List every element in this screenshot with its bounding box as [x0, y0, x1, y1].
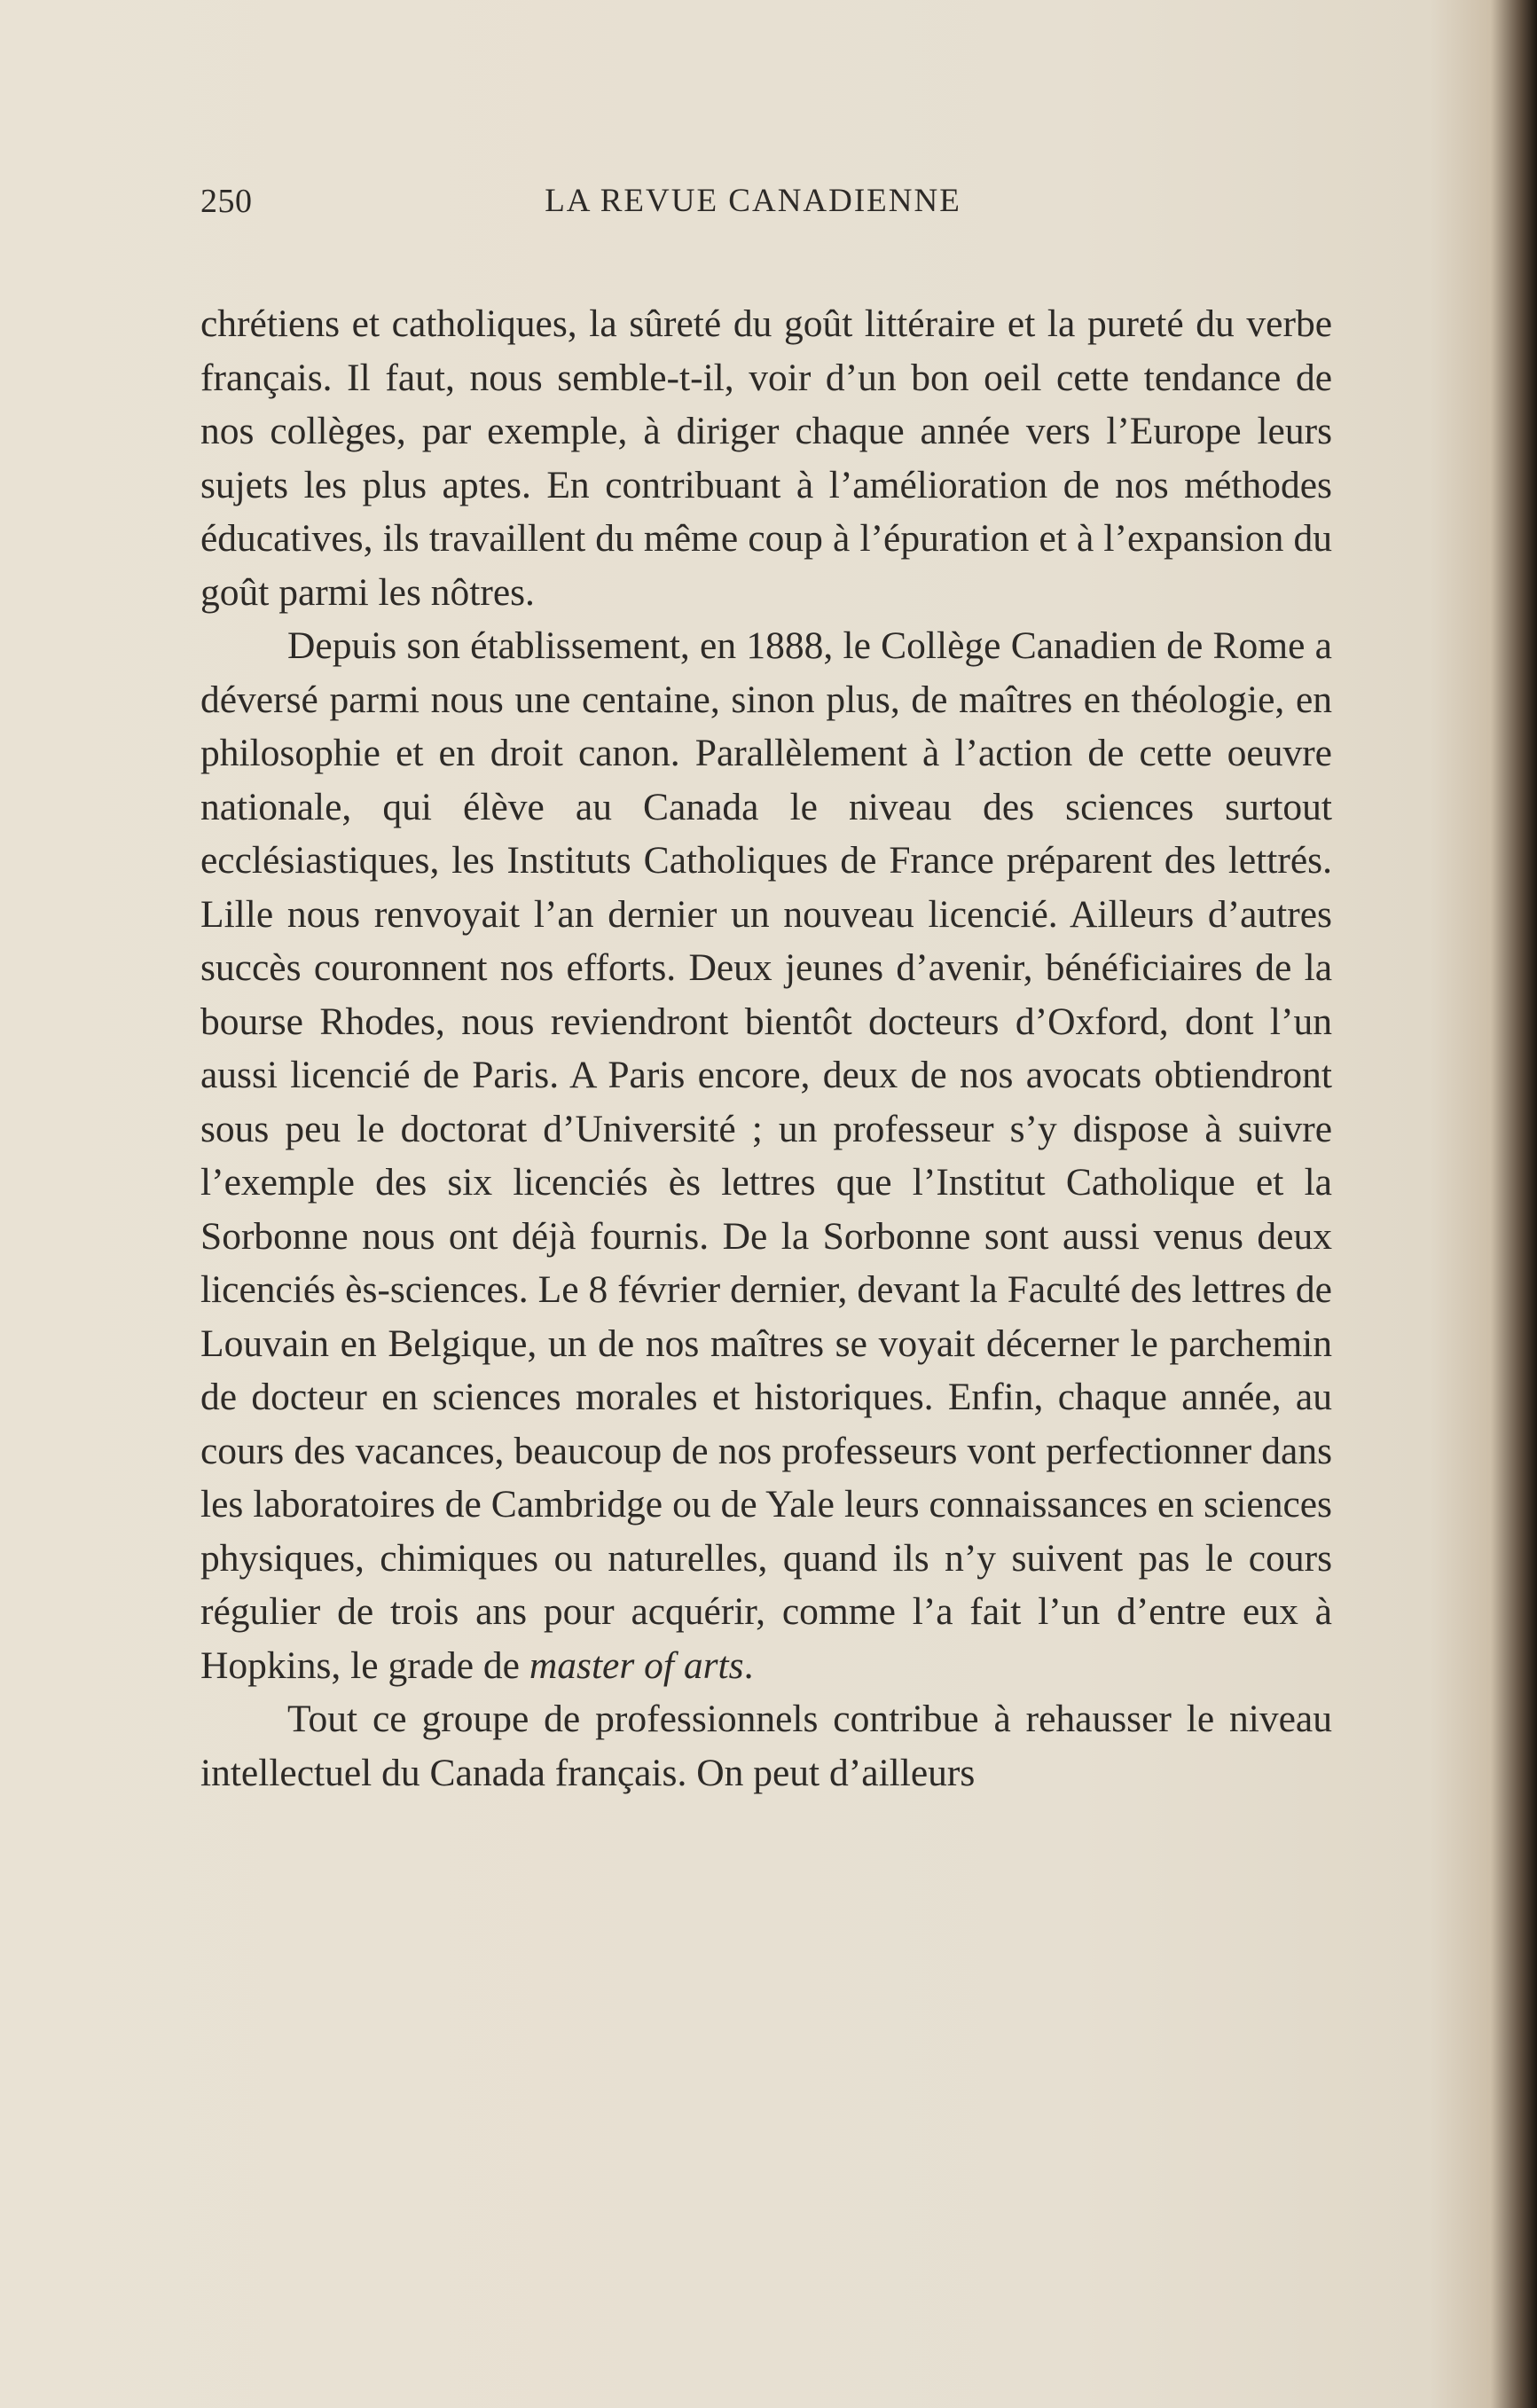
paragraph-1: chrétiens et catholiques, la sûreté du goût littéraire et la pureté du verbe français. Il faut, nous semble-t-il, voir d’un bon oeil cette tendance de nos collèges, par exemple, à diriger chaque année vers l’Europe leurs sujets les plus aptes. En contribuant à l’amélioration de nos méthodes éducatives, ils travaillent du même coup à l’épuration et à l’expansion du goût parmi les nôtres. — [200, 302, 1332, 614]
paragraph-2 — [200, 619, 1332, 1692]
page-number: 250 — [200, 183, 253, 220]
paragraph-2-text: Depuis son établissement, en 1888, le Collège Canadien de Rome a déversé parmi nous une centaine, sinon plus, de maîtres en théologie, en philosophie et en droit canon. Parallèlement à l’action de cette oeuvre nationale, qui élève au Canada le niveau des sciences surtout ecclésiastiques, les Instituts Catholiques de France préparent des lettrés. Lille nous renvoyait l’an dernier un nouveau licencié. Ailleurs d’autres succès couronnent nos efforts. Deux jeunes d’avenir, bénéficiaires de la bourse Rhodes, nous reviendront bientôt docteurs d’Oxford, dont l’un aussi licencié de Paris. A Paris encore, deux de nos avocats obtiendront sous peu le doctorat d’Université ; un professeur s’y dispose à suivre l’exemple des six licenciés ès lettres que l’Institut Catholique et la Sorbonne nous ont déjà fournis. De la Sorbonne sont aussi venus deux licenciés ès-sciences. Le 8 février dernier, devant la Faculté des lettres de Louvain en Belgique, un de nos maîtres se voyait décerner le parchemin de docteur en sciences morales et historiques. Enfin, chaque année, au cours des vacances, beaucoup de nos professeurs vont perfectionner dans les laboratoires de Cambridge ou de Yale leurs connaissances en sciences physiques, chimiques ou naturelles, quand ils n’y suivent pas le cours régulier de trois ans pour acquérir, comme l’a fait l’un d’entre eux à Hopkins, le grade de — [200, 624, 1332, 1687]
body-text — [200, 297, 1332, 1800]
paragraph-3: Tout ce groupe de professionnels contribue à rehausser le niveau intellectuel du Canada français. On peut d’ailleurs — [200, 1698, 1332, 1794]
paragraph-2-italic-phrase: master of arts — [529, 1643, 744, 1687]
running-title: LA REVUE CANADIENNE — [545, 183, 961, 219]
page-header — [200, 182, 1336, 235]
paragraph-2-period: . — [743, 1643, 754, 1687]
